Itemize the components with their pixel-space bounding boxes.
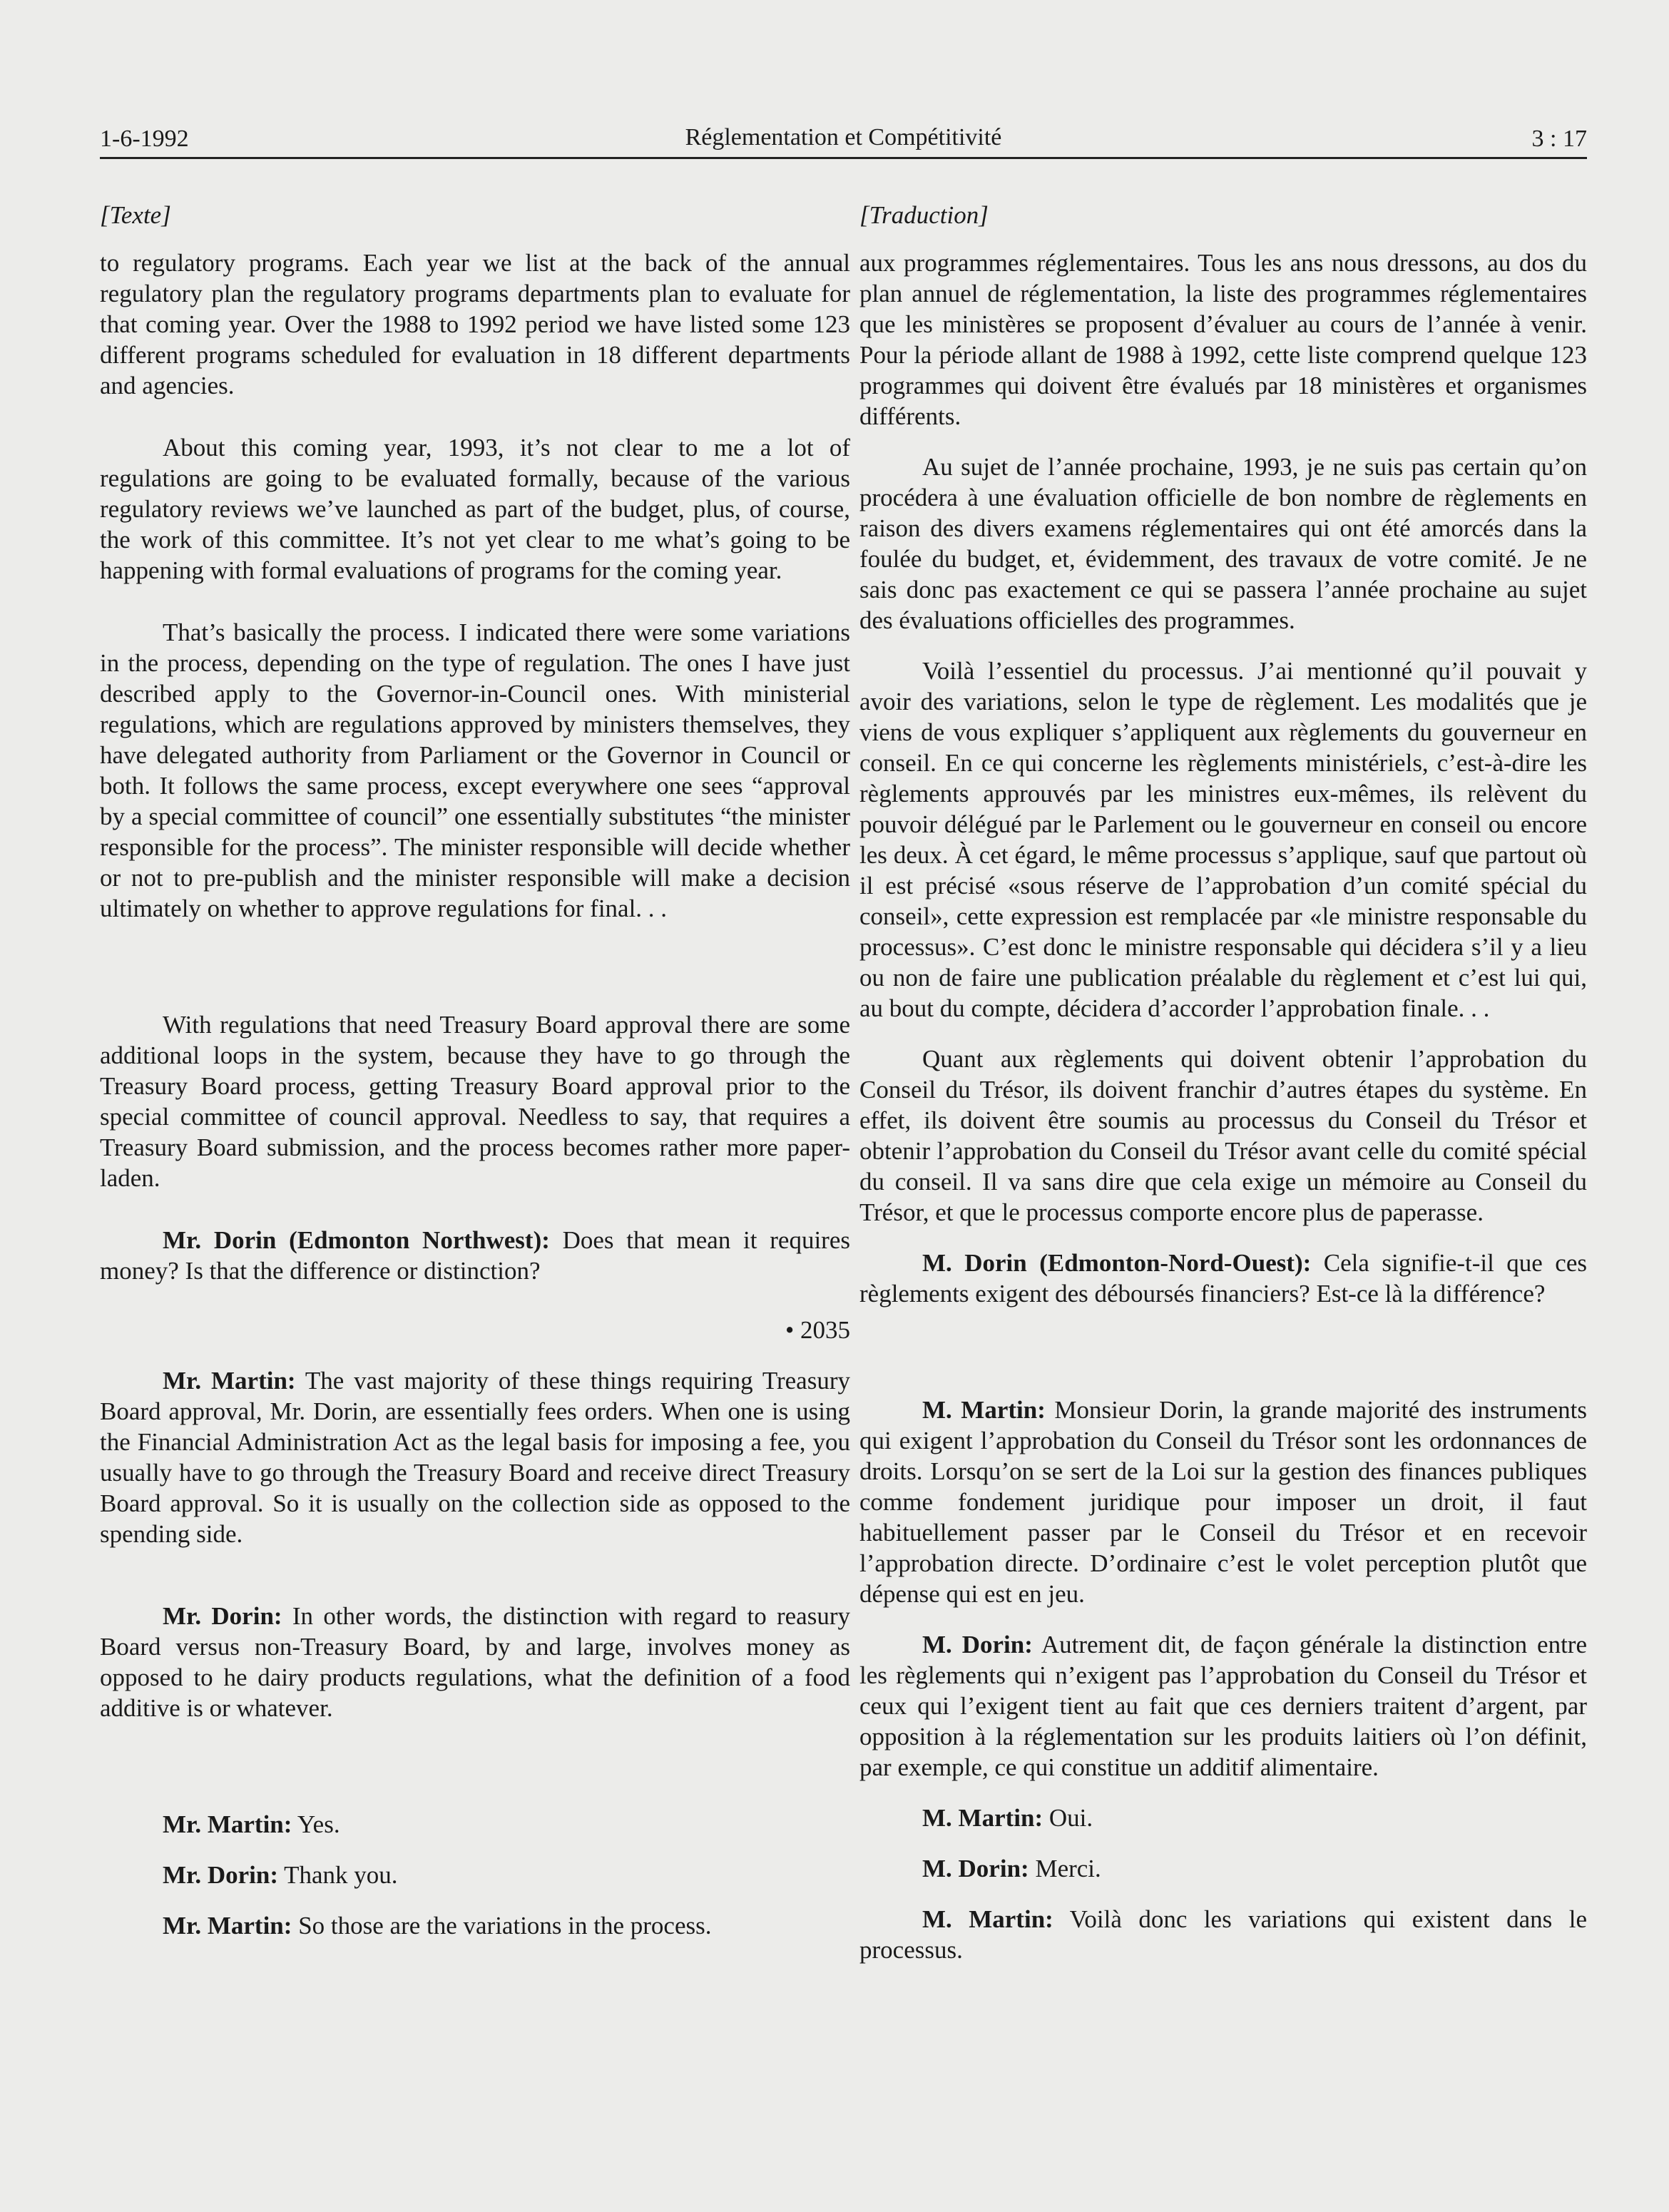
speech-text: In other words, the distinction with regard to reasury Board versus non-Treasury Board, by and large, involves money as opposed to he dairy products regulations, what the definition of a food additive is or whatever. xyxy=(100,1602,850,1722)
header-title: Réglementation et Compétitivité xyxy=(685,124,1002,151)
paragraph: That’s basically the process. I indicated there were some variations in the process, depending on the type of regulation. The ones I have just described apply to the Governor-in-Council ones. With ministerial regulations, which are regulations approved by ministers themselves, they have delegated authority from Parliament or the Governor in Council or both. It follows the same process, except everywhere one sees “approval by a special committee of council” one essentially substitutes “the minister responsible for the process”. The minister responsible will decide whether or not to pre-publish and the minister responsible will make a decision ultimately on whether to approve regulations for final. . . xyxy=(100,618,850,922)
paragraph: Au sujet de l’année prochaine, 1993, je ne suis pas certain qu’on procédera à une évaluation officielle de bon nombre de règlements en raison des divers examens réglementaires qui ont été amorcés dans la foulée du budget, et, évidemment, des travaux de votre comité. Je ne sais donc pas exactement ce qui se passera l’année prochaine au sujet des évaluations officielles des programmes. xyxy=(859,453,1587,634)
speech-paragraph xyxy=(859,1248,1587,1309)
speech-paragraph xyxy=(100,1860,850,1890)
french-column xyxy=(859,200,1587,1965)
speaker-name: Mr. Dorin: xyxy=(163,1602,282,1630)
speech-text: Monsieur Dorin, la grande majorité des instruments qui exigent l’approbation du Conseil du Trésor sont les ordonnances de droits. Lorsqu’on se sert de la Loi sur la gestion des finances publiques comme fondement juridique pour imposer un droit, il faut habituellement passer par le Conseil du Trésor et en recevoir l’approbation directe. D’ordinaire c’est le volet perception plutôt que dépense qui est en jeu. xyxy=(859,1396,1587,1608)
english-column-tag: [Texte] xyxy=(100,201,171,229)
speaker-name: M. Dorin: xyxy=(922,1855,1029,1882)
speaker-name: M. Martin: xyxy=(922,1396,1046,1424)
speech-paragraph xyxy=(100,1809,850,1840)
speech-paragraph xyxy=(100,1365,850,1549)
speaker-name: M. Dorin: xyxy=(922,1631,1033,1658)
speech-text: Cela signifie-t-il que ces règlements exigent des déboursés financiers? Est-ce là la différence? xyxy=(859,1249,1587,1308)
speaker-name: Mr. Martin: xyxy=(163,1367,296,1395)
speech-text: Oui. xyxy=(1043,1804,1093,1832)
speaker-name: M. Martin: xyxy=(922,1804,1043,1832)
speech-text: Autrement dit, de façon générale la distinction entre les règlements qui n’exigent pas l’approbation du Conseil du Trésor et ceux qui l’exigent tient au fait que ces derniers traitent d’argent, par opposition à la réglementation sur les produits laitiers où l’on définit, par exemple, ce qui constitue un additif alimentaire. xyxy=(859,1631,1587,1781)
speech-text: Merci. xyxy=(1029,1855,1101,1882)
speech-text: Thank you. xyxy=(278,1861,398,1889)
french-column-tag: [Traduction] xyxy=(859,201,989,229)
speech-text: The vast majority of these things requiring Treasury Board approval, Mr. Dorin, are essentially fees orders. When one is using the Financial Administration Act as the legal basis for imposing a fee, you usually have to go through the Treasury Board and receive direct Treasury Board approval. So it is usually on the collection side as opposed to the spending side. xyxy=(100,1367,850,1548)
speech-text: Voilà donc les variations qui existent dans le processus. xyxy=(859,1905,1587,1964)
speaker-name: Mr. Martin: xyxy=(163,1810,292,1838)
paragraph: Voilà l’essentiel du processus. J’ai mentionné qu’il pouvait y avoir des variations, selon le type de règlement. Les modalités que je viens de vous expliquer s’appliquent aux règlements du gouverneur en conseil. En ce qui concerne les règlements ministériels, c’est-à-dire les règlements approuvés par les ministres eux-mêmes, ils relèvent du pouvoir délégué par le Parlement ou le gouverneur en conseil ou encore les deux. À cet égard, le même processus s’applique, sauf que partout où il est précisé «sous réserve de l’approbation d’un comité spécial du conseil», cette expression est remplacée par «le ministre responsable du processus». C’est donc le ministre responsable qui décidera s’il y a lieu ou non de faire une publication préalable du règlement et c’est lui qui, au bout du compte, décidera d’accorder l’approbation finale. . . xyxy=(859,657,1587,1022)
paragraph: aux programmes réglementaires. Tous les ans nous dressons, au dos du plan annuel de réglementation, la liste des programmes réglementaires que les ministères se proposent d’évaluer au cours de l’année à venir. Pour la période allant de 1988 à 1992, cette liste comprend quelque 123 programmes qui doivent être évalués par 18 ministères et organismes différents. xyxy=(859,249,1587,430)
paragraph: With regulations that need Treasury Board approval there are some additional loops in the system, because they have to go through the Treasury Board process, getting Treasury Board approval prior to the special committee of council approval. Needless to say, that requires a Treasury Board submission, and the process becomes rather more paper-laden. xyxy=(100,1011,850,1192)
speaker-name: Mr. Dorin: xyxy=(163,1861,279,1889)
speech-paragraph xyxy=(859,1904,1587,1965)
speech-paragraph xyxy=(859,1395,1587,1609)
time-marker: • 2035 xyxy=(785,1316,850,1344)
header-page-number: 3 : 17 xyxy=(1531,126,1587,152)
speech-paragraph xyxy=(859,1629,1587,1783)
speech-paragraph xyxy=(100,1225,850,1286)
speech-paragraph xyxy=(859,1853,1587,1884)
speech-paragraph xyxy=(859,1803,1587,1833)
speaker-name: M. Dorin (Edmonton-Nord-Ouest): xyxy=(922,1249,1312,1277)
speech-text: Yes. xyxy=(292,1810,340,1838)
page-header xyxy=(100,121,1587,159)
speech-paragraph xyxy=(100,1910,850,1941)
paragraph: About this coming year, 1993, it’s not clear to me a lot of regulations are going to be evaluated formally, because of the various regulatory reviews we’ve launched as part of the budget, plus, of course, the work of this committee. It’s not yet clear to me what’s going to be happening with formal evaluations of programs for the coming year. xyxy=(100,434,850,584)
paragraph: Quant aux règlements qui doivent obtenir l’approbation du Conseil du Trésor, ils doivent franchir d’autres étapes du système. En effet, ils doivent être soumis au processus du Conseil du Trésor et obtenir l’approbation du Conseil du Trésor avant celle du comité spécial du conseil. Il va sans dire que cela exige un mémoire au Conseil du Trésor, et que le processus comporte encore plus de paperasse. xyxy=(859,1045,1587,1226)
speech-paragraph xyxy=(100,1601,850,1723)
english-column xyxy=(100,200,850,1941)
speaker-name: Mr. Martin: xyxy=(163,1912,292,1940)
speech-text: Does that mean it requires money? Is that the difference or distinction? xyxy=(100,1226,850,1285)
paragraph: to regulatory programs. Each year we list at the back of the annual regulatory plan the regulatory programs departments plan to evaluate for that coming year. Over the 1988 to 1992 period we have listed some 123 different programs scheduled for evaluation in 18 different departments and agencies. xyxy=(100,249,850,399)
speech-text: So those are the variations in the process. xyxy=(292,1912,712,1940)
speaker-name: Mr. Dorin (Edmonton Northwest): xyxy=(163,1226,550,1254)
speaker-name: M. Martin: xyxy=(922,1905,1053,1933)
header-date: 1-6-1992 xyxy=(100,126,189,152)
